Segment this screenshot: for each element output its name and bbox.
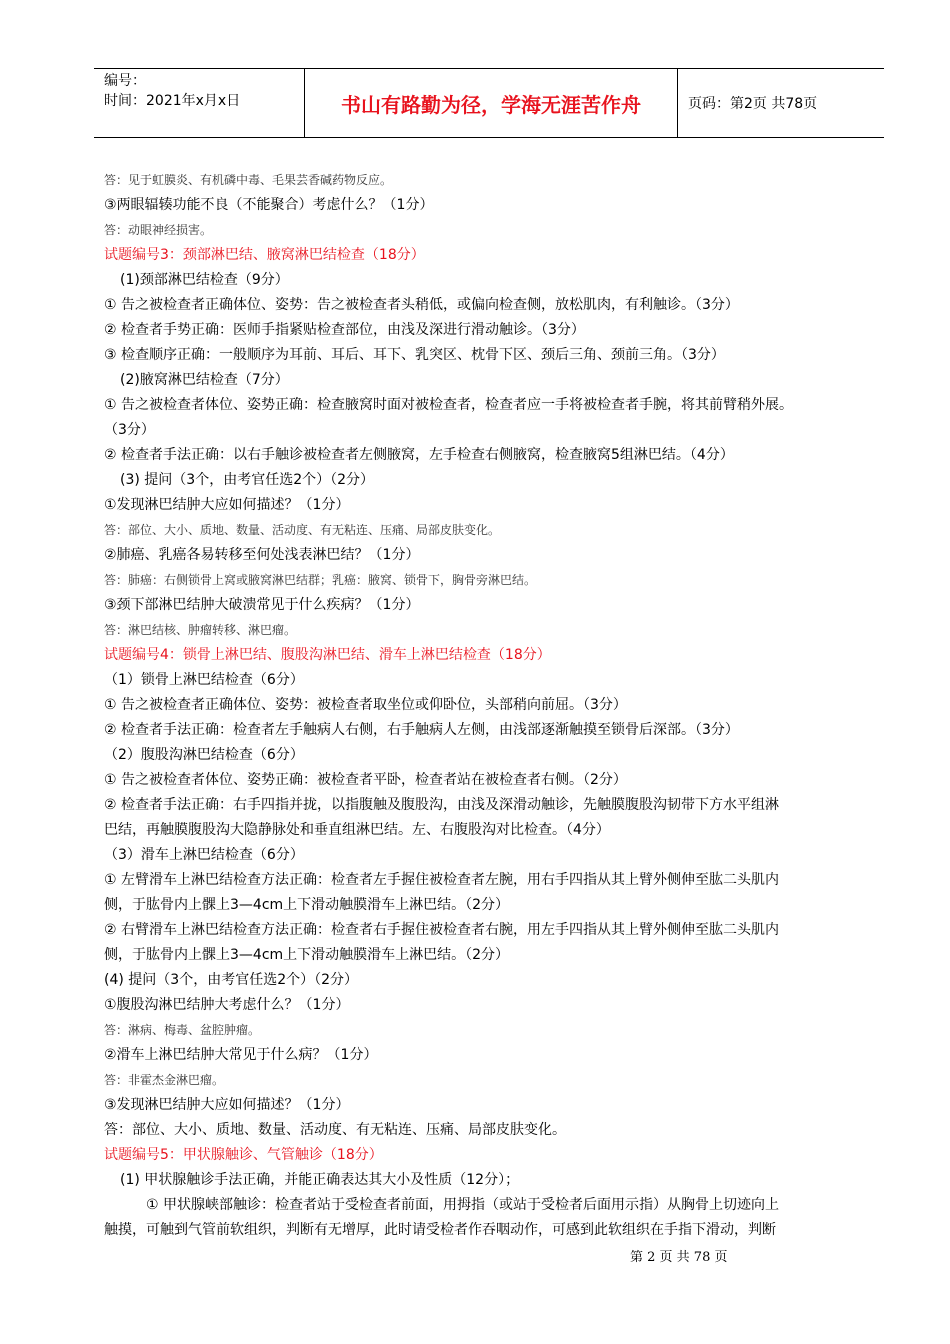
text-line: ② 检查者手法正确：检查者左手触病人右侧，右手触病人左侧，由浅部逐渐触摸至锁骨后深部。（3分）	[104, 722, 739, 738]
text-line: ③颈下部淋巴结肿大破溃常见于什么疾病？（1分）	[104, 597, 420, 613]
document-number-label: 编号：	[104, 73, 146, 89]
text-line: ① 左臂滑车上淋巴结检查方法正确：检查者左手握住被检查者左腕，用右手四指从其上臂外侧伸至肱二头肌内	[104, 872, 779, 888]
header-motto: 书山有路勤为径，学海无涯苦作舟	[304, 69, 678, 137]
answer-line: 答：部位、大小、质地、数量、活动度、有无粘连、压痛、局部皮肤变化。	[104, 523, 501, 537]
text-line: (2)腋窝淋巴结检查（7分）	[120, 372, 289, 388]
section-title: 试题编号3：颈部淋巴结、腋窝淋巴结检查（18分）	[104, 247, 425, 263]
text-line: ②肺癌、乳癌各易转移至何处浅表淋巴结？（1分）	[104, 547, 420, 563]
answer-line: 答：淋病、梅毒、盆腔肿瘤。	[104, 1023, 261, 1037]
text-line: ① 告之被检查者正确体位、姿势：告之被检查者头稍低，或偏向检查侧，放松肌肉，有利触诊。（3分）	[104, 297, 739, 313]
text-line: ① 甲状腺峡部触诊：检查者站于受检查者前面，用拇指（或站于受检者后面用示指）从胸骨上切迹向上	[146, 1197, 779, 1213]
text-line: ② 检查者手法正确：右手四指并拢，以指腹触及腹股沟，由浅及深滑动触诊，先触膜腹股沟韧带下方水平组淋	[104, 797, 779, 813]
text-line: ③发现淋巴结肿大应如何描述？（1分）	[104, 1097, 350, 1113]
text-line: ③两眼辐辏功能不良（不能聚合）考虑什么？（1分）	[104, 197, 434, 213]
text-line: ③ 检查顺序正确：一般顺序为耳前、耳后、耳下、乳突区、枕骨下区、颈后三角、颈前三角。（3分）	[104, 347, 725, 363]
text-line: 巴结，再触膜腹股沟大隐静脉处和垂直组淋巴结。左、右腹股沟对比检查。（4分）	[104, 822, 610, 838]
text-line: (1) 甲状腺触诊手法正确，并能正确表达其大小及性质（12分）；	[120, 1172, 520, 1188]
header-page-number: 页码：第2页 共78页	[688, 96, 818, 112]
text-line: ①发现淋巴结肿大应如何描述？（1分）	[104, 497, 350, 513]
section-title: 试题编号5：甲状腺触诊、气管触诊（18分）	[104, 1147, 383, 1163]
header-meta	[94, 69, 304, 137]
page-footer: 第 2 页 共 78 页	[630, 1250, 728, 1265]
text-line: （3分）	[104, 422, 155, 438]
answer-line: 答：非霍杰金淋巴瘤。	[104, 1073, 225, 1087]
text-line: (3) 提问（3个，由考官任选2个）（2分）	[120, 472, 375, 488]
text-line: (4) 提问（3个，由考官任选2个）（2分）	[104, 972, 359, 988]
text-line: ② 检查者手法正确：以右手触诊被检查者左侧腋窝，左手检查右侧腋窝，检查腋窝5组淋巴结。（4分）	[104, 447, 734, 463]
text-line: ② 检查者手势正确：医师手指紧贴检查部位，由浅及深进行滑动触诊。（3分）	[104, 322, 585, 338]
text-line: ②滑车上淋巴结肿大常见于什么病？（1分）	[104, 1047, 378, 1063]
text-line: ① 告之被检查者体位、姿势正确：检查腋窝时面对被检查者，检查者应一手将被检查者手腕，将其前臂稍外展。	[104, 397, 793, 413]
section-title: 试题编号4：锁骨上淋巴结、腹股沟淋巴结、滑车上淋巴结检查（18分）	[104, 647, 551, 663]
answer-line: 答：肺癌：右侧锁骨上窝或腋窝淋巴结群；乳癌：腋窝、锁骨下，胸骨旁淋巴结。	[104, 573, 537, 587]
page-header	[94, 68, 884, 138]
text-line: （1）锁骨上淋巴结检查（6分）	[104, 672, 304, 688]
text-line: ① 告之被检查者正确体位、姿势：被检查者取坐位或仰卧位，头部稍向前屈。（3分）	[104, 697, 627, 713]
text-line: 侧，于肱骨内上髁上3—4cm上下滑动触膜滑车上淋巴结。（2分）	[104, 947, 510, 963]
text-line: ① 告之被检查者体位、姿势正确：被检查者平卧，检查者站在被检查者右侧。（2分）	[104, 772, 627, 788]
text-line: 触摸，可触到气管前软组织，判断有无增厚，此时请受检者作吞咽动作，可感到此软组织在手指下滑动，判断	[104, 1222, 776, 1238]
text-line: （3）滑车上淋巴结检查（6分）	[104, 847, 304, 863]
answer-line: 答：淋巴结核、肿瘤转移、淋巴瘤。	[104, 623, 297, 637]
document-body	[104, 168, 894, 1243]
answer-line: 答：动眼神经损害。	[104, 223, 213, 237]
answer-line: 答：见于虹膜炎、有机磷中毒、毛果芸香碱药物反应。	[104, 173, 393, 187]
document-time-label: 时间：2021年x月x日	[104, 93, 241, 109]
text-line: （2）腹股沟淋巴结检查（6分）	[104, 747, 304, 763]
text-line: 答：部位、大小、质地、数量、活动度、有无粘连、压痛、局部皮肤变化。	[104, 1122, 566, 1138]
text-line: ② 右臂滑车上淋巴结检查方法正确：检查者右手握住被检查者右腕，用左手四指从其上臂外侧伸至肱二头肌内	[104, 922, 779, 938]
text-line: 侧，于肱骨内上髁上3—4cm上下滑动触膜滑车上淋巴结。（2分）	[104, 897, 510, 913]
text-line: (1)颈部淋巴结检查（9分）	[120, 272, 289, 288]
text-line: ①腹股沟淋巴结肿大考虑什么？（1分）	[104, 997, 350, 1013]
